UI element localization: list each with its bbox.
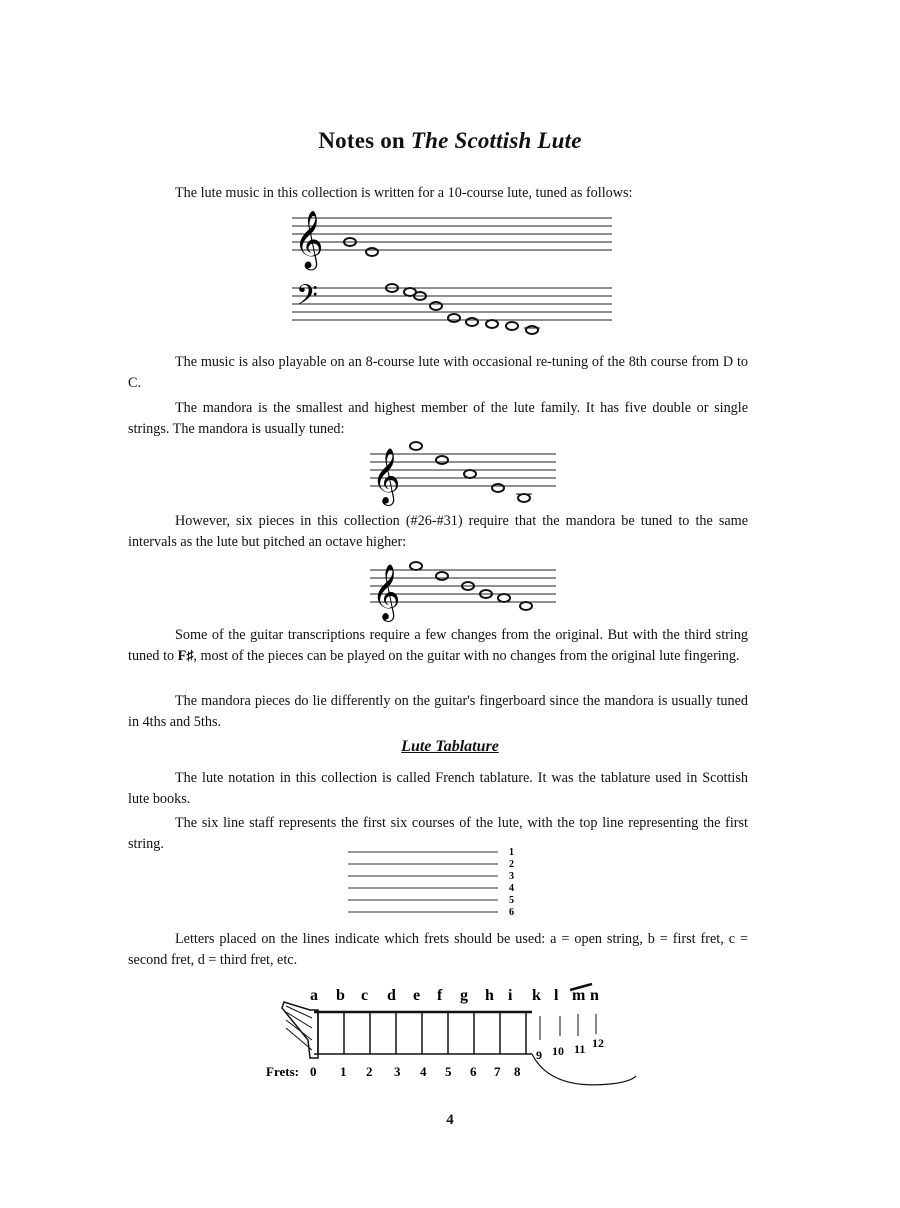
string-number: 3 — [509, 871, 514, 882]
fret-number: 10 — [552, 1044, 564, 1058]
treble-clef-icon: 𝄞 — [294, 211, 324, 267]
lute-tuning-bass-staff — [292, 280, 612, 340]
fret-letter: b — [336, 987, 345, 1004]
paragraph-guitar-transcriptions — [128, 625, 748, 667]
six-line-tablature-staff — [348, 846, 520, 916]
bass-clef-icon: 𝄢 — [296, 281, 318, 318]
paragraph-lute-tuning-intro: The lute music in this collection is written for a 10-course lute, tuned as follows: — [175, 185, 633, 201]
fret-letter: k — [532, 987, 541, 1004]
note — [366, 248, 378, 256]
paragraph-french-tablature: The lute notation in this collection is called French tablature. It was the tablature used in Scottish lute books. — [128, 770, 748, 807]
string-number: 4 — [509, 883, 514, 894]
paragraph-mandora-intro: The mandora is the smallest and highest member of the lute family. It has five double or single strings. The mandora is usually tuned: — [128, 400, 748, 437]
fret-number: 5 — [445, 1064, 452, 1079]
fret-letter: a — [310, 987, 318, 1004]
fret-letter: l — [554, 987, 559, 1004]
mandora-octave-staff — [370, 558, 556, 619]
string-number: 2 — [509, 859, 514, 870]
string-number: 1 — [509, 847, 514, 858]
fret-letter: e — [413, 987, 421, 1004]
title-book-name: The Scottish Lute — [410, 128, 582, 153]
body-curve — [532, 1054, 636, 1085]
fret-number: 8 — [514, 1064, 521, 1079]
fret-letter: n — [590, 987, 599, 1004]
fret-letter: m — [572, 987, 586, 1004]
string-number: 6 — [509, 907, 514, 918]
mandora-tuning-staff — [370, 440, 556, 506]
treble-clef-icon: 𝄞 — [372, 450, 401, 503]
paragraph-mandora-guitar: The mandora pieces do lie differently on the guitar's fingerboard since the mandora is usually tuned in 4ths and 5ths. — [128, 693, 748, 730]
string-number: 5 — [509, 895, 514, 906]
fretboard-diagram — [266, 980, 640, 1090]
fret-letter: c — [361, 987, 369, 1004]
paragraph-six-line-staff: The six line staff represents the first six courses of the lute, with the top line representing the first string. — [128, 815, 748, 852]
guitar-text-before: Some of the guitar transcriptions require a few changes from the original. But with the third string tuned to — [128, 627, 748, 664]
paragraph-mandora-octave: However, six pieces in this collection (#26-#31) require that the mandora be tuned to the same intervals as the lute but pitched an octave higher: — [128, 513, 748, 550]
fret-number: 4 — [420, 1064, 427, 1079]
page-title — [0, 128, 900, 154]
fret-number: 1 — [340, 1064, 347, 1079]
fret-letter: f — [437, 987, 443, 1004]
fret-letter: i — [508, 987, 513, 1004]
treble-clef-icon: 𝄞 — [372, 566, 401, 619]
fret-number: 7 — [494, 1064, 501, 1079]
fret-number: 6 — [470, 1064, 477, 1079]
paragraph-fret-letters: Letters placed on the lines indicate which frets should be used: a = open string, b = first fret, c = second fret, d = third fret, etc. — [128, 931, 748, 968]
lute-tuning-treble-staff — [292, 204, 612, 274]
frets-label: Frets: — [266, 1064, 299, 1079]
f-sharp-note: F♯ — [177, 648, 194, 664]
fret-number: 9 — [536, 1048, 542, 1062]
paragraph-8-course-lute: The music is also playable on an 8-course lute with occasional re-tuning of the 8th course from D to C. — [128, 354, 748, 391]
fret-letter: d — [387, 987, 396, 1004]
fret-number: 12 — [592, 1036, 604, 1050]
guitar-text-after: , most of the pieces can be played on the guitar with no changes from the original lute fingering. — [193, 648, 740, 664]
fret-number: 3 — [394, 1064, 401, 1079]
fret-number: 2 — [366, 1064, 373, 1079]
page-number: 4 — [446, 1112, 454, 1128]
nut — [282, 1002, 318, 1058]
fret-number: 11 — [574, 1042, 586, 1056]
title-prefix: Notes on — [318, 128, 411, 153]
fret-letter: h — [485, 987, 494, 1004]
fret-letter: g — [460, 987, 468, 1004]
fret-number: 0 — [310, 1064, 317, 1079]
section-heading-lute-tablature: Lute Tablature — [401, 738, 499, 755]
